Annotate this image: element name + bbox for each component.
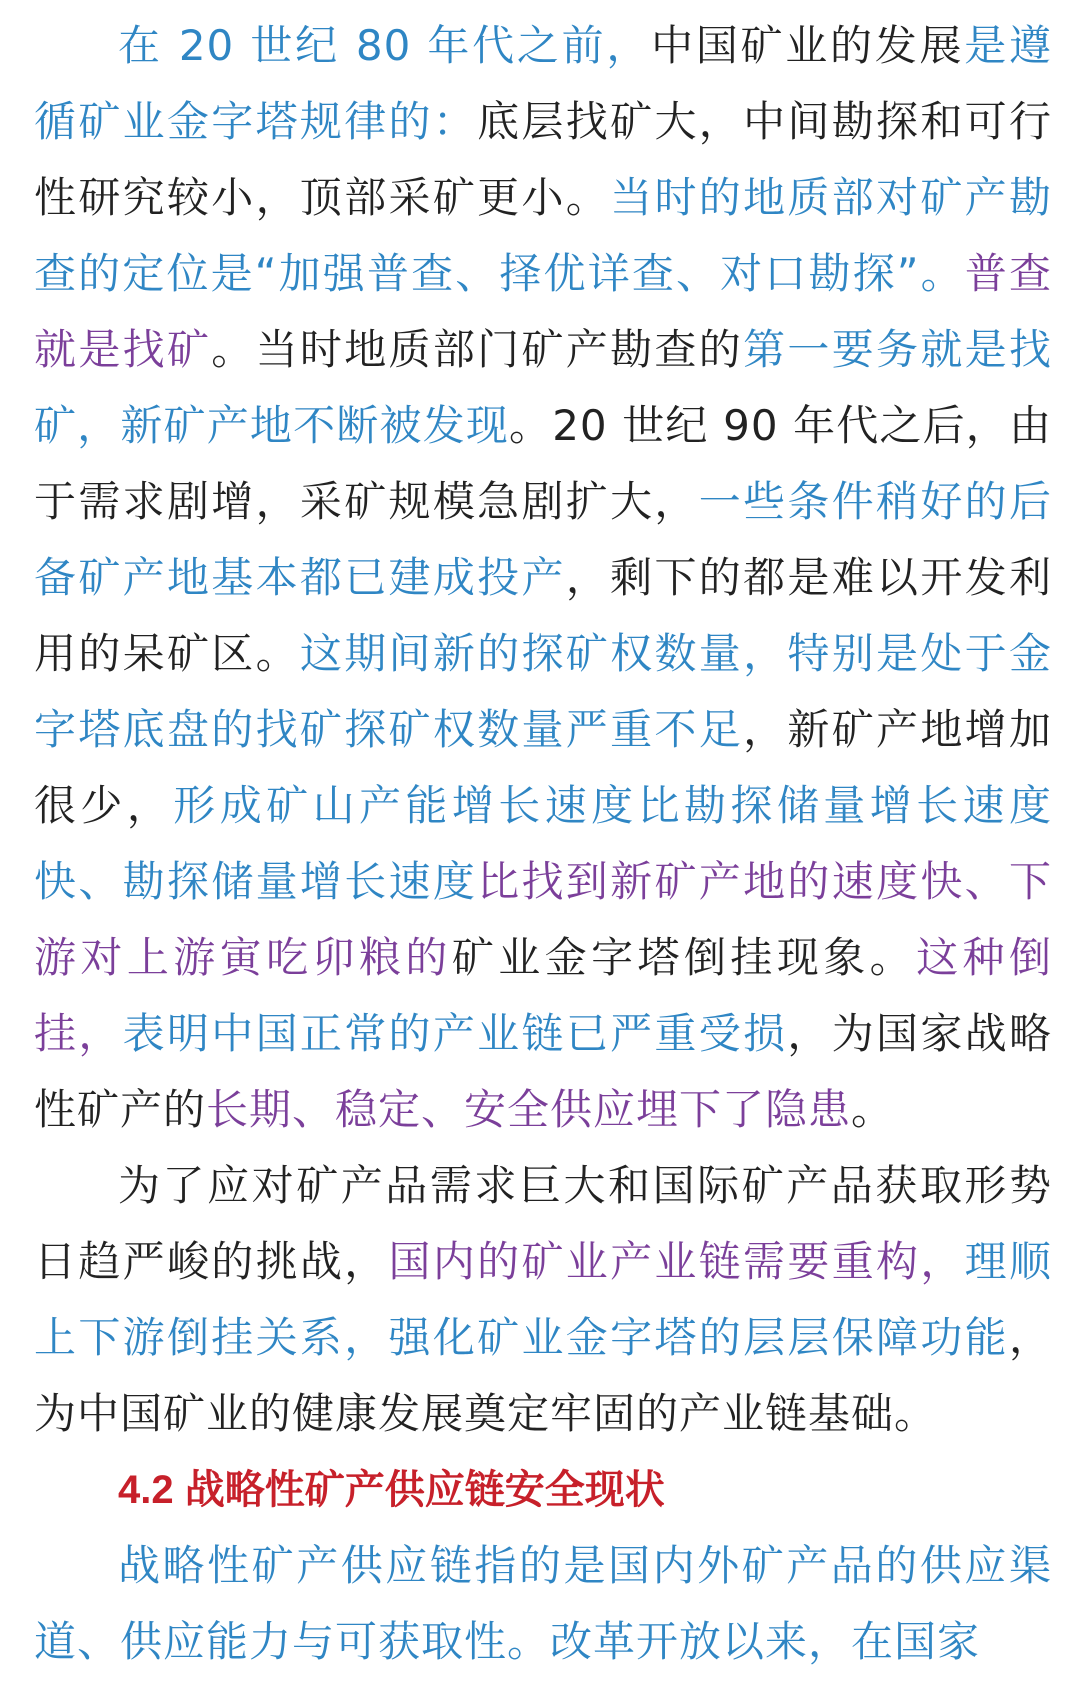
text-segment: 中国矿业的发展 [651, 21, 965, 70]
section-heading: 4.2 战略性矿产供应链安全现状 [118, 1468, 665, 1512]
text-segment: 改革开放以来，在国家 [550, 1617, 981, 1666]
text-segment: 表明中国正常的产业链已严重受损 [122, 1009, 788, 1058]
text-segment: 理顺上下游倒挂关系，强化矿业金字塔的层层保障功能 [34, 1237, 1052, 1362]
text-segment: 。20 世纪 90 年代之后，由于需求剧增，采矿规模急剧扩大， [34, 401, 1052, 526]
text-segment: 当时的地质部对矿产勘查的定位是“加强普查、择优详查、对口勘探”。 [34, 173, 1052, 298]
text-segment: 形成矿山产能增长速度比勘探储量增长速度快、勘探储量增长速度 [34, 781, 1052, 906]
text-segment: ，为中国矿业的健康发展奠定牢固的产业链基础。 [34, 1313, 1052, 1438]
text-segment: ，为国家战略性矿产的 [34, 1009, 1052, 1134]
text-segment: 。当时地质部门矿产勘查的 [211, 325, 744, 374]
text-segment: 这种倒挂， [34, 933, 1052, 1058]
paragraph-supply-chain-definition [34, 1528, 1052, 1680]
text-segment: 为了应对矿产品需求巨大和国际矿产品获取形势日趋严峻的挑战， [34, 1161, 1052, 1286]
text-segment: 在 20 世纪 80 年代之前， [118, 21, 652, 70]
text-segment: 国内的矿业产业链需要重构， [388, 1237, 965, 1286]
text-segment: 矿业金字塔倒挂现象。 [451, 933, 917, 982]
text-segment: 战略性矿产供应链指的是国内外矿产品的供应渠道、供应能力与可获取性。 [34, 1541, 1052, 1666]
text-segment: 比找到新矿产地的速度快、下游对上游寅吃卯粮的 [34, 857, 1052, 982]
text-segment: 这期间新的探矿权数量，特别是处于金字塔底盘的找矿探矿权数量严重不足 [34, 629, 1052, 754]
paragraph-industry-chain-rebuild [34, 1148, 1052, 1452]
text-segment: 普查就是找矿 [34, 249, 1052, 374]
text-segment: 是遵循矿业金字塔规律的： [34, 21, 1052, 146]
text-segment: 。 [851, 1085, 895, 1134]
text-segment: ，剩下的都是难以开发利用的呆矿区。 [34, 553, 1052, 678]
text-segment: 一些条件稍好的后备矿产地基本都已建成投产 [34, 477, 1052, 602]
text-segment: ，新矿产地增加很少， [34, 705, 1052, 830]
text-segment: 长期、稳定、安全供应埋下了隐患 [206, 1085, 852, 1134]
text-segment: 第一要务就是找矿，新矿产地不断被发现 [34, 325, 1052, 450]
paragraph-mining-pyramid-history [34, 8, 1052, 1148]
text-segment: 底层找矿大，中间勘探和可行性研究较小，顶部采矿更小。 [34, 97, 1052, 222]
